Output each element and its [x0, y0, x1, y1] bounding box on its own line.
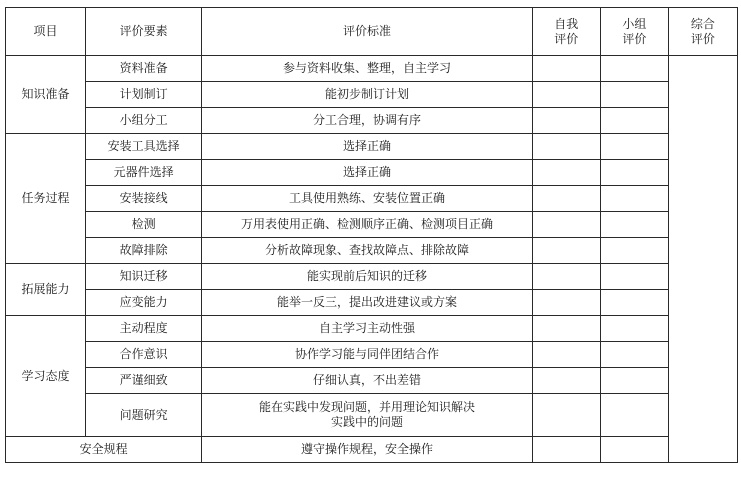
group-eval-cell[interactable]: [600, 342, 668, 368]
group-eval-cell[interactable]: [600, 437, 668, 463]
self-eval-cell[interactable]: [532, 108, 600, 134]
group-eval-cell[interactable]: [600, 108, 668, 134]
element-cell: 元器件选择: [86, 160, 202, 186]
table-row: [6, 342, 738, 368]
group-label: 知识准备: [6, 56, 86, 134]
header-item: 项目: [6, 8, 86, 56]
table-row: [6, 186, 738, 212]
element-cell: 主动程度: [86, 316, 202, 342]
table-row: [6, 264, 738, 290]
table-row: [6, 108, 738, 134]
element-cell: 安装工具选择: [86, 134, 202, 160]
element-cell: 问题研究: [86, 394, 202, 437]
self-eval-cell[interactable]: [532, 160, 600, 186]
self-eval-cell[interactable]: [532, 238, 600, 264]
standard-cell: 协作学习能与同伴团结合作: [202, 342, 532, 368]
header-self-eval: 自我 评价: [532, 8, 600, 56]
standard-cell: 参与资料收集、整理，自主学习: [202, 56, 532, 82]
group-eval-cell[interactable]: [600, 238, 668, 264]
self-eval-cell[interactable]: [532, 368, 600, 394]
standard-cell: 选择正确: [202, 134, 532, 160]
header-group-eval: 小组 评价: [600, 8, 668, 56]
table-row: [6, 56, 738, 82]
table-row: [6, 290, 738, 316]
evaluation-table: [5, 7, 738, 463]
self-eval-cell[interactable]: [532, 212, 600, 238]
self-eval-cell[interactable]: [532, 394, 600, 437]
group-eval-cell[interactable]: [600, 186, 668, 212]
group-eval-cell[interactable]: [600, 212, 668, 238]
table-row: [6, 160, 738, 186]
element-cell: 计划制订: [86, 82, 202, 108]
self-eval-cell[interactable]: [532, 186, 600, 212]
group-eval-cell[interactable]: [600, 316, 668, 342]
header-element: 评价要素: [86, 8, 202, 56]
table-row: [6, 238, 738, 264]
standard-cell: 能举一反三，提出改进建议或方案: [202, 290, 532, 316]
self-eval-cell[interactable]: [532, 437, 600, 463]
standard-cell: 能初步制订计划: [202, 82, 532, 108]
standard-cell: 选择正确: [202, 160, 532, 186]
self-eval-cell[interactable]: [532, 290, 600, 316]
table-row: [6, 316, 738, 342]
table-row: [6, 437, 738, 463]
table-row: [6, 134, 738, 160]
group-eval-cell[interactable]: [600, 368, 668, 394]
standard-cell: 自主学习主动性强: [202, 316, 532, 342]
group-eval-cell[interactable]: [600, 290, 668, 316]
group-eval-cell[interactable]: [600, 160, 668, 186]
standard-cell: 能实现前后知识的迁移: [202, 264, 532, 290]
self-eval-cell[interactable]: [532, 264, 600, 290]
element-cell: 应变能力: [86, 290, 202, 316]
overall-eval-cell[interactable]: [668, 56, 737, 463]
element-cell: 安装接线: [86, 186, 202, 212]
group-label: 任务过程: [6, 134, 86, 264]
element-cell: 知识迁移: [86, 264, 202, 290]
self-eval-cell[interactable]: [532, 56, 600, 82]
standard-cell: 分析故障现象、查找故障点、排除故障: [202, 238, 532, 264]
table-row: [6, 394, 738, 437]
element-cell: 检测: [86, 212, 202, 238]
table-row: [6, 82, 738, 108]
header-standard: 评价标准: [202, 8, 532, 56]
element-cell: 故障排除: [86, 238, 202, 264]
self-eval-cell[interactable]: [532, 82, 600, 108]
group-eval-cell[interactable]: [600, 56, 668, 82]
group-eval-cell[interactable]: [600, 134, 668, 160]
header-row: [6, 8, 738, 56]
element-cell: 资料准备: [86, 56, 202, 82]
self-eval-cell[interactable]: [532, 134, 600, 160]
standard-cell: 工具使用熟练、安装位置正确: [202, 186, 532, 212]
self-eval-cell[interactable]: [532, 316, 600, 342]
standard-cell: 万用表使用正确、检测顺序正确、检测项目正确: [202, 212, 532, 238]
element-cell: 严谨细致: [86, 368, 202, 394]
footer-label: 安全规程: [6, 437, 202, 463]
standard-cell: 仔细认真，不出差错: [202, 368, 532, 394]
table-row: [6, 368, 738, 394]
group-label: 拓展能力: [6, 264, 86, 316]
header-overall-eval: 综合 评价: [668, 8, 737, 56]
group-eval-cell[interactable]: [600, 394, 668, 437]
element-cell: 合作意识: [86, 342, 202, 368]
group-eval-cell[interactable]: [600, 264, 668, 290]
table-row: [6, 212, 738, 238]
group-eval-cell[interactable]: [600, 82, 668, 108]
element-cell: 小组分工: [86, 108, 202, 134]
self-eval-cell[interactable]: [532, 342, 600, 368]
standard-cell: 能在实践中发现问题，并用理论知识解决 实践中的问题: [202, 394, 532, 437]
group-label: 学习态度: [6, 316, 86, 437]
standard-cell: 遵守操作规程，安全操作: [202, 437, 532, 463]
standard-cell: 分工合理，协调有序: [202, 108, 532, 134]
